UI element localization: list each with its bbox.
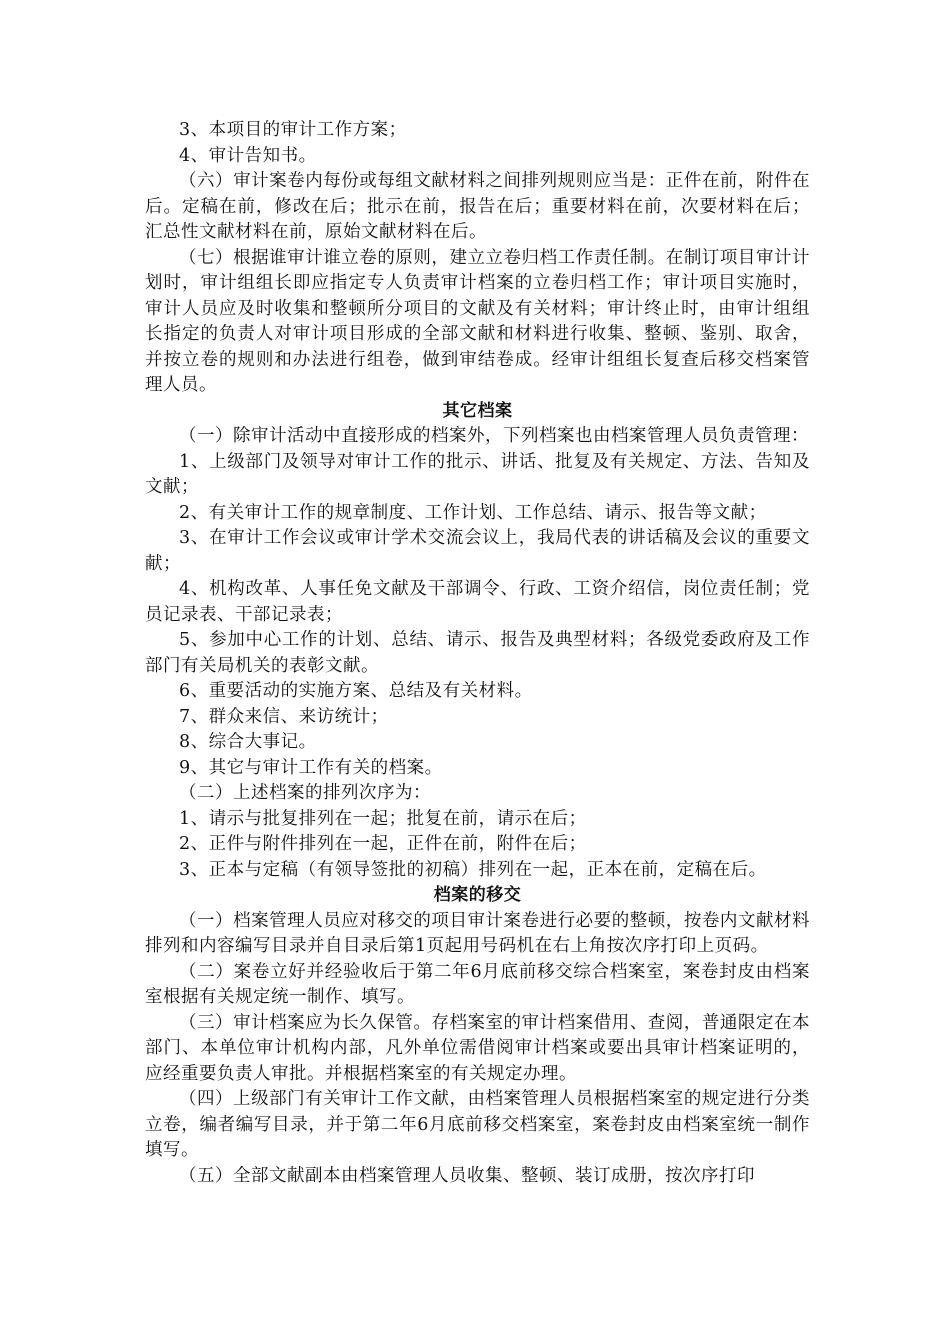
list-item: 2、有关审计工作的规章制度、工作计划、工作总结、请示、报告等文献；	[179, 502, 767, 523]
list-item: 5、参加中心工作的计划、总结、请示、报告及典型材料；各级党委政府及工作部门有关局机关的表彰文献。	[145, 630, 810, 676]
list-item: 2、正件与附件排列在一起，正件在前，附件在后；	[179, 834, 587, 854]
list-item: 3、在审计工作会议或审计学术交流会议上，我局代表的讲话稿及会议的重要文献；	[145, 528, 810, 574]
section-heading-other-archives: 其它档案	[442, 400, 513, 421]
paragraph: （二）案卷立好并经验收后于第二年6月底前移交综合档案室，案卷封皮由档案室根据有关规定统一制作、填写。	[145, 961, 810, 1007]
paragraph: （一）除审计活动中直接形成的档案外，下列档案也由档案管理人员负责管理：	[179, 426, 809, 446]
paragraph: （五）全部文献副本由档案管理人员收集、整顿、装订成册，按次序打印	[179, 1165, 755, 1186]
list-item: 1、上级部门及领导对审计工作的批示、讲话、批复及有关规定、方法、告知及文献；	[145, 451, 810, 497]
list-item: 8、综合大事记。	[179, 732, 317, 752]
document-body	[145, 118, 810, 1189]
list-item: 4、审计告知书。	[179, 145, 317, 166]
paragraph: （三）审计档案应为长久保管。存档案室的审计档案借用、查阅，普通限定在本部门、本单位审计机构内部，凡外单位需借阅审计档案或要出具审计档案证明的，应经重要负责人审批。并根据档案室的有关规定办理。	[145, 1012, 810, 1084]
paragraph: （二）上述档案的排列次序为：	[179, 783, 431, 803]
paragraph: （六）审计案卷内每份或每组文献材料之间排列规则应当是：正件在前，附件在后。定稿在前，修改在后；批示在前，报告在后；重要材料在前，次要材料在后；汇总性文献材料在前，原始文献材料在后。	[145, 171, 810, 242]
list-item: 6、重要活动的实施方案、总结及有关材料。	[179, 681, 533, 701]
list-item: 7、群众来信、来访统计；	[179, 706, 389, 727]
list-item: 1、请示与批复排列在一起；批复在前，请示在后；	[179, 808, 587, 829]
list-item: 4、机构改革、人事任免文献及干部调令、行政、工资介绍信，岗位责任制；党员记录表、干部记录表；	[145, 579, 810, 625]
list-item: 9、其它与审计工作有关的档案。	[179, 757, 443, 778]
paragraph: （四）上级部门有关审计工作文献，由档案管理人员根据档案室的规定进行分类立卷，编者编写目录，并于第二年6月底前移交档案室，案卷封皮由档案室统一制作填写。	[145, 1089, 810, 1160]
section-heading-archive-transfer: 档案的移交	[433, 885, 522, 905]
paragraph: （一）档案管理人员应对移交的项目审计案卷进行必要的整顿，按卷内文献材料排列和内容编写目录并自目录后第1页起用号码机在右上角按次序打印上页码。	[145, 910, 810, 956]
paragraph: （七）根据谁审计谁立卷的原则，建立立卷归档工作责任制。在制订项目审计计划时，审计组组长即应指定专人负责审计档案的立卷归档工作；审计项目实施时，审计人员应及时收集和整顿所分项目的文献及有关材料；审计终止时，由审计组组长指定的负责人对审计项目形成的全部文献和材料进行收集、整顿、鉴别、取舍，并按立卷的规则和办法进行组卷，做到审结卷成。经审计组组长复查后移交档案管理人员。	[145, 247, 810, 395]
list-item: 3、正本与定稿（有领导签批的初稿）排列在一起，正本在前，定稿在后。	[179, 859, 767, 880]
list-item: 3、本项目的审计工作方案；	[179, 120, 407, 140]
